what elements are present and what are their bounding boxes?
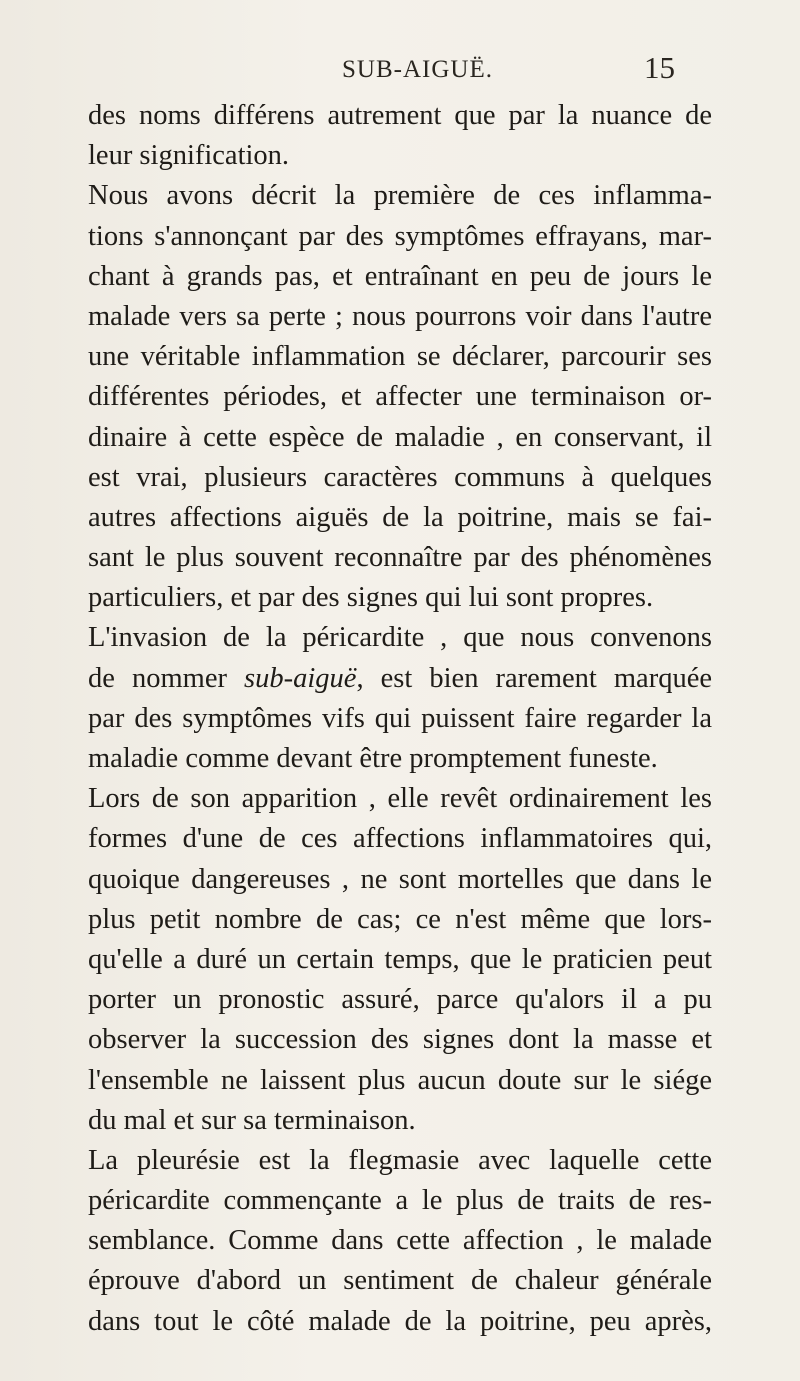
text-line-18: Lors de son apparition , elle revêt ordinairement les — [88, 783, 712, 815]
text-line-15-before: de nommer — [88, 662, 245, 694]
text-line-30: éprouve d'abord un sentiment de chaleur générale — [88, 1265, 712, 1297]
italic-term: sub-aiguë — [244, 662, 357, 694]
text-line-13: particuliers, et par des signes qui lui sont propres. — [88, 582, 654, 614]
text-line-15-after: , est bien rarement marquée — [356, 662, 712, 694]
text-line-27: La pleurésie est la flegmasie avec laquelle cette — [88, 1144, 712, 1176]
text-line-11: autres affections aiguës de la poitrine, mais se fai- — [88, 501, 712, 533]
text-line-31: dans tout le côté malade de la poitrine, peu après, — [88, 1305, 712, 1337]
text-line-20: quoique dangereuses , ne sont mortelles que dans le — [88, 863, 712, 895]
text-line-29: semblance. Comme dans cette affection , le malade — [88, 1225, 712, 1257]
text-line-28: péricardite commençante a le plus de traits de res- — [88, 1185, 712, 1217]
text-line-8: différentes périodes, et affecter une terminaison or- — [88, 381, 712, 413]
text-line-3: Nous avons décrit la première de ces inflamma- — [88, 180, 712, 212]
text-line-6: malade vers sa perte ; nous pourrons voir dans l'autre — [88, 300, 712, 332]
text-line-2: leur signification. — [88, 140, 290, 172]
text-line-15 — [88, 659, 712, 699]
text-line-16: par des symptômes vifs qui puissent faire regarder la — [88, 702, 712, 734]
text-line-26: du mal et sur sa terminaison. — [88, 1104, 416, 1136]
text-line-1: des noms différens autrement que par la nuance de — [88, 100, 712, 131]
text-line-24: observer la succession des signes dont la masse et — [88, 1024, 712, 1056]
body-text — [88, 96, 712, 1342]
text-line-22: qu'elle a duré un certain temps, que le praticien peut — [88, 943, 712, 975]
text-line-25: l'ensemble ne laissent plus aucun doute sur le siége — [88, 1064, 712, 1096]
text-line-9: dinaire à cette espèce de maladie , en conservant, il — [88, 421, 712, 453]
text-line-5: chant à grands pas, et entraînant en peu de jours le — [88, 260, 712, 292]
page-number: 15 — [644, 50, 675, 85]
text-line-17: maladie comme devant être promptement funeste. — [88, 743, 658, 774]
running-title: SUB-AIGUË. — [342, 56, 493, 83]
text-line-7: une véritable inflammation se déclarer, parcourir ses — [88, 341, 712, 373]
text-line-21: plus petit nombre de cas; ce n'est même que lors- — [88, 903, 712, 935]
text-line-12: sant le plus souvent reconnaître par des phénomènes — [88, 542, 712, 574]
text-line-23: porter un pronostic assuré, parce qu'alors il a pu — [88, 984, 712, 1016]
text-line-14: L'invasion de la péricardite , que nous convenons — [88, 622, 712, 654]
text-line-10: est vrai, plusieurs caractères communs à quelques — [88, 461, 712, 493]
text-line-4: tions s'annonçant par des symptômes effrayans, mar- — [88, 220, 712, 252]
page-header — [0, 48, 800, 88]
text-line-19: formes d'une de ces affections inflammatoires qui, — [88, 823, 712, 855]
